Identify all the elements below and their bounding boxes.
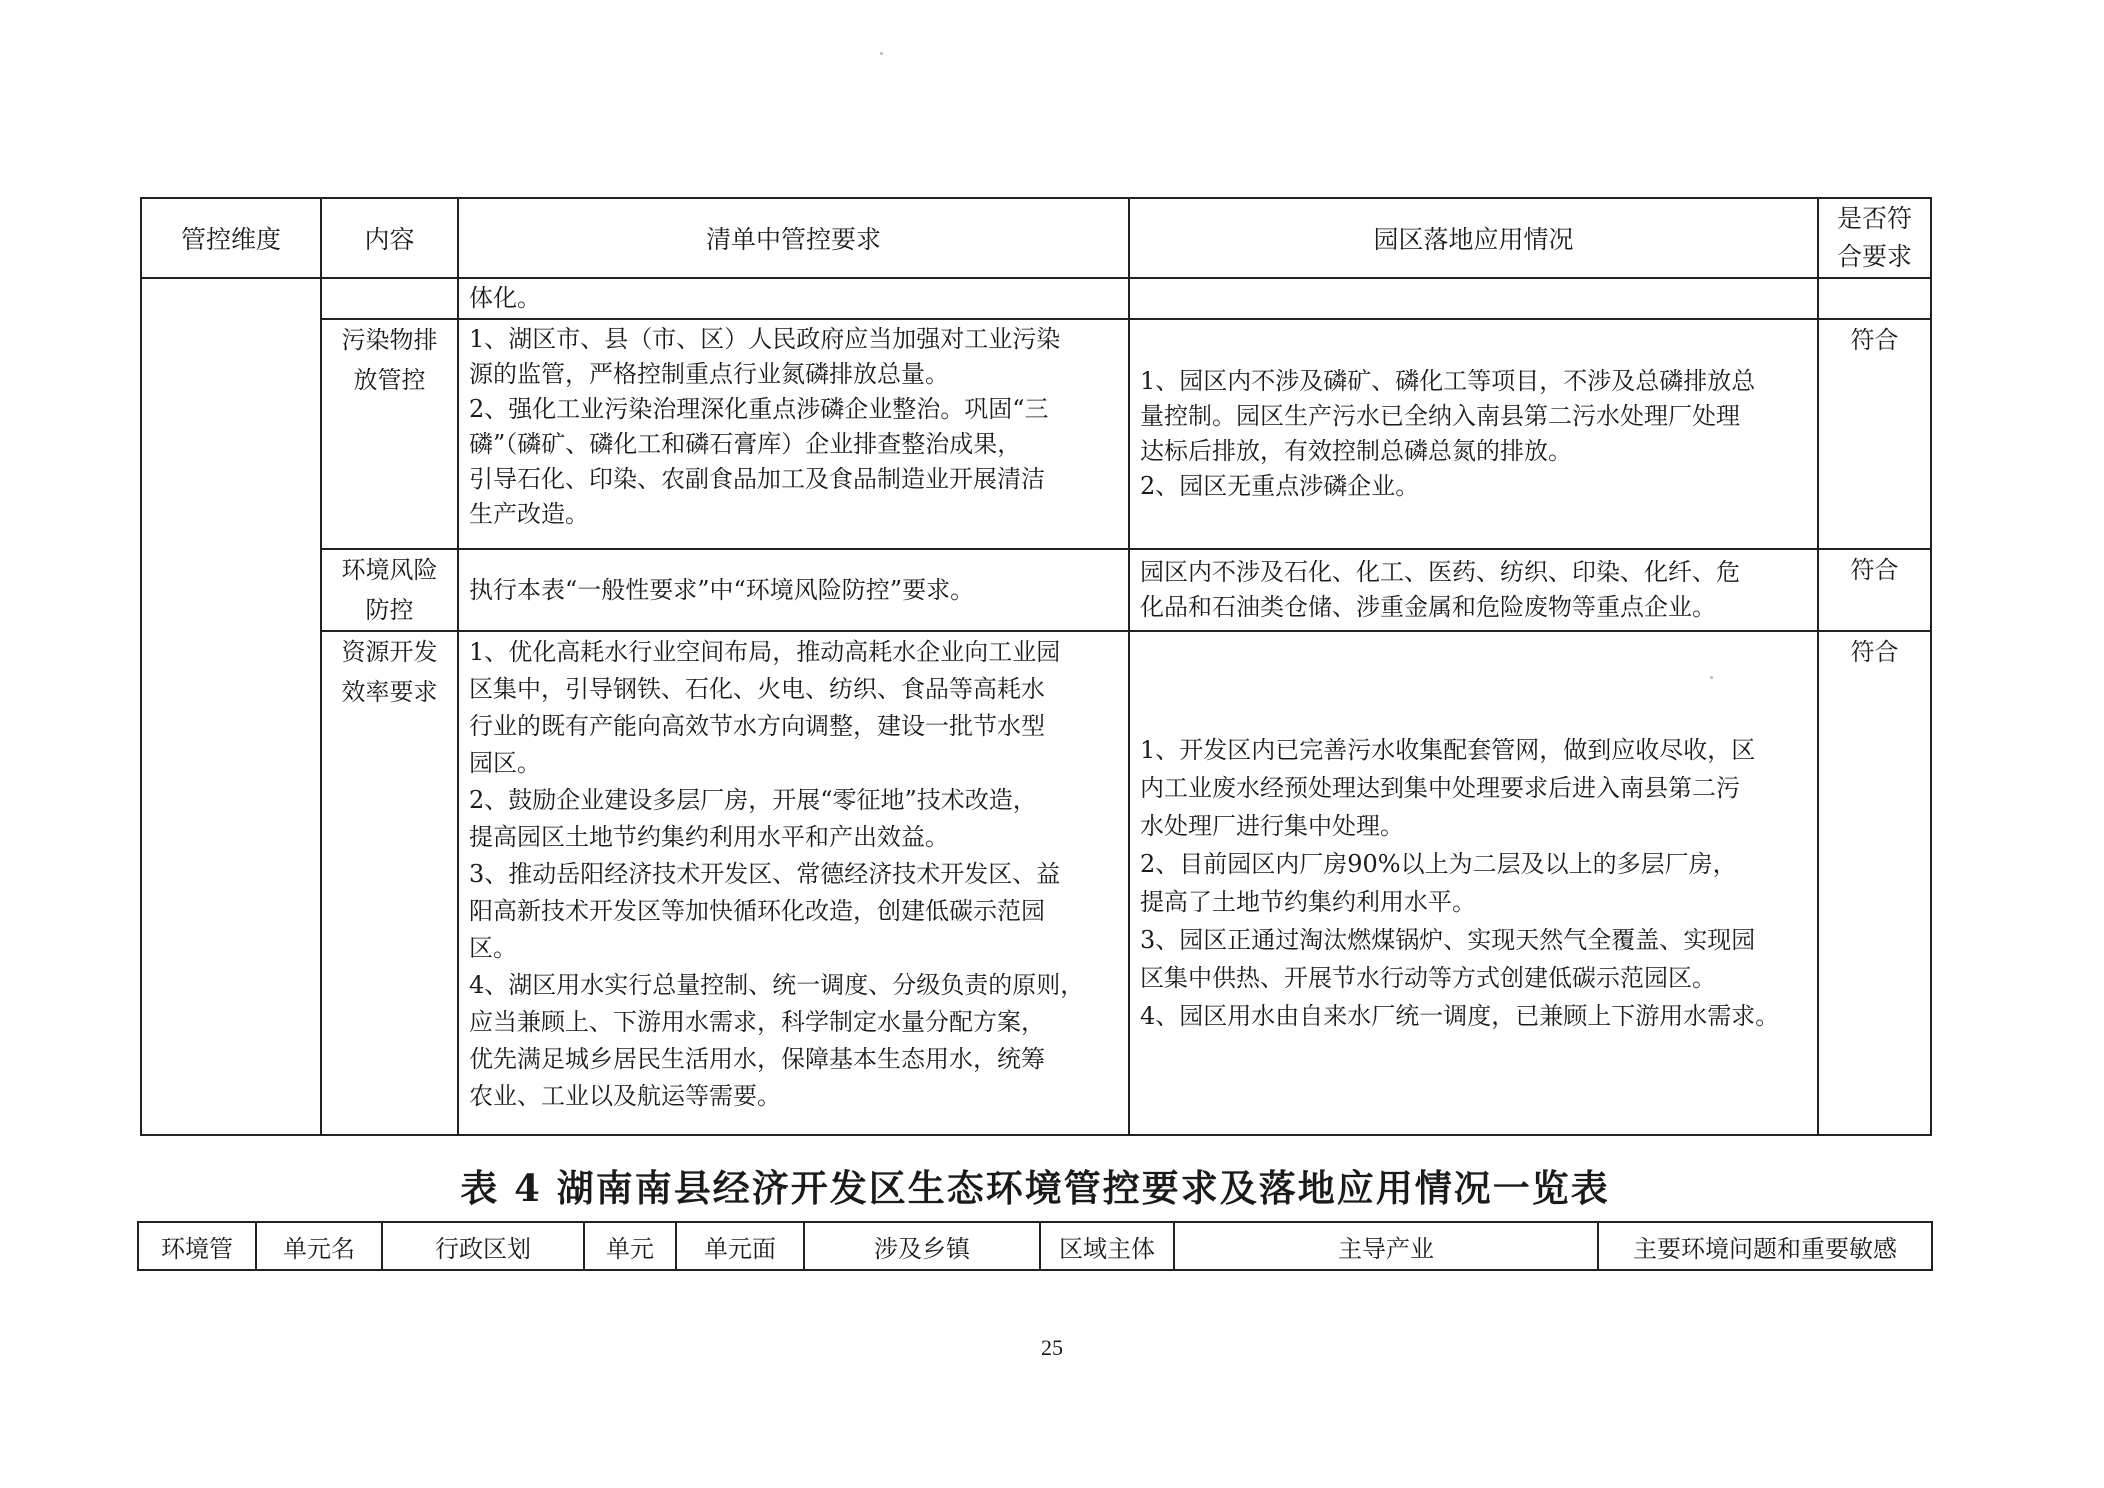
content-cell [321,319,458,549]
text-line: 源的监管，严格控制重点行业氮磷排放总量。 [469,360,949,388]
text-line: 园区。 [469,749,541,777]
text-line: 2、园区无重点涉磷企业。 [1140,472,1420,500]
implementation-text [1130,729,1817,1037]
header-compliance-line1: 是否符 [1836,204,1912,233]
content-cell [321,549,458,631]
content-cell-empty [321,278,458,319]
header-content: 内容 [321,198,458,278]
text-line: 体化。 [469,284,541,312]
implementation-text [1130,362,1817,506]
content-label-line2: 效率要求 [341,678,438,706]
table-4 [137,1221,1933,1271]
requirement-text [459,571,1128,610]
text-line: 3、推动岳阳经济技术开发区、常德经济技术开发区、益 [469,860,1061,888]
header-compliance-line2: 合要求 [1836,242,1912,271]
table-4-header-row [138,1222,1932,1270]
text-line: 阳高新技术开发区等加快循环化改造，创建低碳示范园 [469,897,1045,925]
table-4-header: 涉及乡镇 [804,1222,1040,1270]
text-line: 园区内不涉及石化、化工、医药、纺织、印染、化纤、危 [1140,558,1740,586]
requirement-cell [458,631,1129,1135]
table-row-resource-efficiency [141,631,1931,1135]
text-line: 执行本表“一般性要求”中“环境风险防控”要求。 [469,575,975,604]
text-line: 优先满足城乡居民生活用水，保障基本生态用水，统筹 [469,1045,1045,1073]
table-row-environmental-risk [141,549,1931,631]
table-header-row [141,198,1931,278]
text-line: 3、园区正通过淘汰燃煤锅炉、实现天然气全覆盖、实现园 [1140,926,1756,954]
content-cell [321,631,458,1135]
text-line: 区集中，引导钢铁、石化、火电、纺织、食品等高耗水 [469,675,1045,703]
text-line: 农业、工业以及航运等需要。 [469,1082,781,1110]
compliance-cell: 符合 [1818,631,1931,1135]
content-label-line2: 防控 [365,596,414,624]
text-line: 内工业废水经预处理达到集中处理要求后进入南县第二污 [1140,774,1740,802]
text-line: 应当兼顾上、下游用水需求，科学制定水量分配方案， [469,1008,1045,1036]
implementation-cell [1129,319,1818,549]
header-compliance [1818,198,1931,278]
content-label-line2: 放管控 [353,366,426,394]
header-dimension: 管控维度 [141,198,321,278]
table-4-header: 环境管 [138,1222,256,1270]
text-line: 提高了土地节约集约利用水平。 [1140,888,1476,916]
dimension-cell [141,278,321,1135]
requirement-cell [458,549,1129,631]
table-4-header: 主导产业 [1174,1222,1598,1270]
table-4-header: 区域主体 [1040,1222,1174,1270]
text-line: 1、优化高耗水行业空间布局，推动高耗水企业向工业园 [469,638,1061,666]
implementation-cell-empty [1129,278,1818,319]
text-line: 1、园区内不涉及磷矿、磷化工等项目，不涉及总磷排放总 [1140,367,1756,395]
table-4-header: 行政区划 [382,1222,584,1270]
requirement-cell [458,278,1129,319]
text-line: 行业的既有产能向高效节水方向调整，建设一批节水型 [469,712,1045,740]
text-line: 化品和石油类仓储、涉重金属和危险废物等重点企业。 [1140,593,1716,621]
table-row-continuation [141,278,1931,319]
text-line: 4、园区用水由自来水厂统一调度，已兼顾上下游用水需求。 [1140,1002,1780,1030]
requirement-text [459,279,1128,318]
text-line: 量控制。园区生产污水已全纳入南县第二污水处理厂处理 [1140,402,1740,430]
text-line: 提高园区土地节约集约利用水平和产出效益。 [469,823,949,851]
compliance-cell: 符合 [1818,319,1931,549]
table-4-header: 主要环境问题和重要敏感 [1598,1222,1932,1270]
requirement-text [459,632,1128,1117]
text-line: 2、目前园区内厂房90%以上为二层及以上的多层厂房， [1140,850,1737,878]
text-line: 4、湖区用水实行总量控制、统一调度、分级负责的原则， [469,971,1085,999]
content-label-line1: 环境风险 [341,556,438,584]
requirement-text [459,320,1128,534]
text-line: 区。 [469,934,517,962]
table-4-header: 单元 [584,1222,676,1270]
text-line: 2、强化工业污染治理深化重点涉磷企业整治。巩固“三 [469,395,1049,423]
text-line: 1、湖区市、县（市、区）人民政府应当加强对工业污染 [469,325,1061,353]
page-number: 25 [1041,1335,1063,1360]
text-line: 1、开发区内已完善污水收集配套管网，做到应收尽收，区 [1140,736,1756,764]
requirement-cell [458,319,1129,549]
text-line: 区集中供热、开展节水行动等方式创建低碳示范园区。 [1140,964,1716,992]
implementation-text [1130,553,1817,627]
implementation-cell [1129,549,1818,631]
implementation-cell [1129,631,1818,1135]
table-4-header: 单元面 [676,1222,804,1270]
text-line: 生产改造。 [469,500,589,528]
content-label-line1: 资源开发 [341,638,438,666]
table-4-title: 表 4 湖南南县经济开发区生态环境管控要求及落地应用情况一览表 [460,1166,1610,1210]
control-requirements-table [140,197,1932,1136]
header-implementation: 园区落地应用情况 [1129,198,1818,278]
compliance-cell-empty [1818,278,1931,319]
table-4-header: 单元名 [256,1222,382,1270]
scan-speck [880,52,883,55]
text-line: 2、鼓励企业建设多层厂房，开展“零征地”技术改造， [469,786,1037,814]
content-label-line1: 污染物排 [341,326,438,354]
text-line: 磷”（磷矿、磷化工和磷石膏库）企业排查整治成果， [469,430,1022,458]
text-line: 引导石化、印染、农副食品加工及食品制造业开展清洁 [469,465,1045,493]
compliance-cell: 符合 [1818,549,1931,631]
text-line: 水处理厂进行集中处理。 [1140,812,1404,840]
text-line: 达标后排放，有效控制总磷总氮的排放。 [1140,437,1572,465]
header-requirement: 清单中管控要求 [458,198,1129,278]
table-row-pollutant-discharge [141,319,1931,549]
